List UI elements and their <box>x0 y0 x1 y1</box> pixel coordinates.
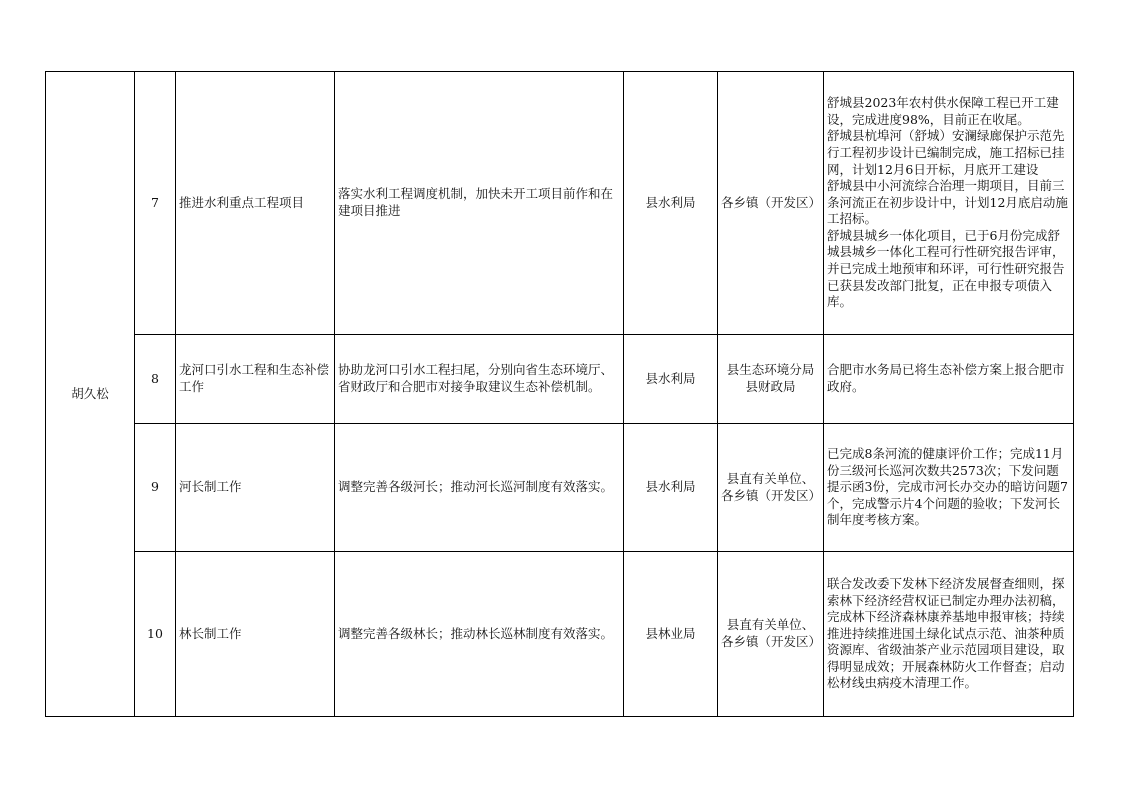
table-row <box>46 72 1074 335</box>
task-item: 河长制工作 <box>176 424 335 552</box>
task-measure: 调整完善各级林长；推动林长巡林制度有效落实。 <box>335 552 624 717</box>
task-measure: 协助龙河口引水工程扫尾，分别向省生态环境厅、省财政厅和合肥市对接争取建议生态补偿机制。 <box>335 335 624 424</box>
progress-text: 已完成8条河流的健康评价工作；完成11月份三级河长巡河次数共2573次；下发问题提示函3份，完成市河长办交办的暗访问题7个，完成警示片4个问题的验收；下发河长制年度考核方案。 <box>824 424 1074 552</box>
text-line: 舒城县杭埠河（舒城）安澜绿廊保护示范先行工程初步设计已编制完成，施工招标已挂网，计划12月6日开标，月底开工建设 <box>827 128 1065 177</box>
text-line: 舒城县2023年农村供水保障工程已开工建设，完成进度98%，目前正在收尾。 <box>827 95 1059 127</box>
table-row <box>46 424 1074 552</box>
text-line: 县财政局 <box>745 379 796 394</box>
row-number: 10 <box>135 552 176 717</box>
task-item: 龙河口引水工程和生态补偿工作 <box>176 335 335 424</box>
lead-unit: 县水利局 <box>624 72 718 335</box>
task-item: 推进水利重点工程项目 <box>176 72 335 335</box>
task-measure: 落实水利工程调度机制，加快未开工项目前作和在建项目推进 <box>335 72 624 335</box>
work-table <box>45 71 1074 717</box>
progress-text: 联合发改委下发林下经济发展督查细则，探索林下经济经营权证已制定办理办法初稿，完成林下经济森林康养基地申报审核；持续推进持续推进国土绿化试点示范、油茶种质资源库、省级油茶产业示范园项目建设，取得明显成效；开展森林防火工作督查；启动松材线虫病疫木清理工作。 <box>824 552 1074 717</box>
responsible-unit <box>718 335 824 424</box>
row-number: 8 <box>135 335 176 424</box>
text-line: 舒城县中小河流综合治理一期项目，目前三条河流正在初步设计中，计划12月底启动施工招标。 <box>827 178 1068 227</box>
text-line: 县生态环境分局 <box>726 362 815 378</box>
table-row <box>46 552 1074 717</box>
lead-unit: 县水利局 <box>624 335 718 424</box>
progress-text: 合肥市水务局已将生态补偿方案上报合肥市政府。 <box>824 335 1074 424</box>
table-row <box>46 335 1074 424</box>
task-item: 林长制工作 <box>176 552 335 717</box>
row-number: 9 <box>135 424 176 552</box>
lead-unit: 县水利局 <box>624 424 718 552</box>
text-line: 舒城县城乡一体化项目，已于6月份完成舒城县城乡一体化工程可行性研究报告评审，并已完成土地预审和环评，可行性研究报告已获县发改部门批复，正在申报专项债入库。 <box>827 227 1065 310</box>
responsible-unit: 县直有关单位、各乡镇（开发区） <box>718 552 824 717</box>
task-measure: 调整完善各级河长；推动河长巡河制度有效落实。 <box>335 424 624 552</box>
progress-text <box>824 72 1074 335</box>
row-number: 7 <box>135 72 176 335</box>
responsible-leader-cell: 胡久松 <box>46 72 135 717</box>
lead-unit: 县林业局 <box>624 552 718 717</box>
responsible-unit: 各乡镇（开发区） <box>718 72 824 335</box>
responsible-unit: 县直有关单位、各乡镇（开发区） <box>718 424 824 552</box>
